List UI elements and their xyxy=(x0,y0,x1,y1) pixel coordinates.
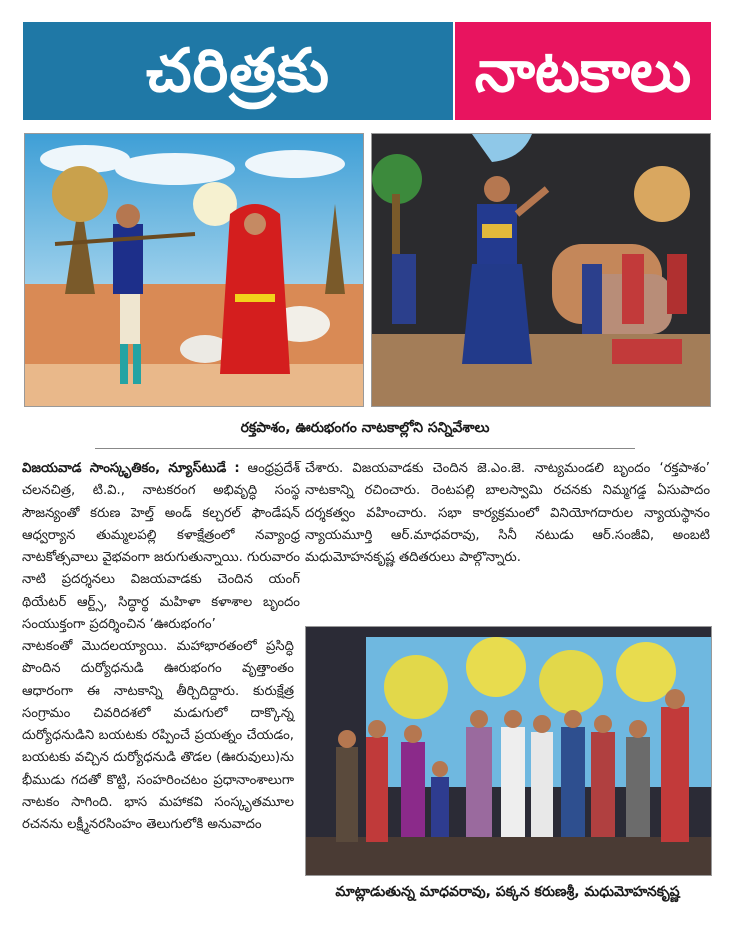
headline-part1: చరిత్రకు xyxy=(23,22,453,120)
article-col2-text: చేశారు. విజయవాడకు చెందిన జె.ఎం.జె. నాట్యమండలి బృందం ‘రక్తపాశం’ నాటకాన్ని రచించారు. రెంటపల్లి బాలస్వామి రచనకు నిమ్మగడ్డ ఏసుపాదం దర్శకత్వం వహించారు. సభా కార్యక్రమంలో వినియోగదారుల న్యాయస్థానం న్యాయమూర్తి ఆర్.మాధవరావు, సినీ నటుడు ఆర్.సంజీవి, అంబటి మధుమోహనకృష్ణ తదితరులు పాల్గొన్నారు. xyxy=(305,461,710,566)
article-dateline: విజయవాడ సాంస్కృతికం, న్యూస్‌టుడే : xyxy=(22,461,240,476)
headline-part2: నాటకాలు xyxy=(455,22,711,120)
photo-stage-scene-right xyxy=(371,133,711,407)
article-lead-text: ఆంధ్రప్రదేశ్ చలనచిత్ర, టి.వి., నాటకరంగ అభివృద్ధి సంస్థ సౌజన్యంతో కరుణ హెల్త్ అండ్ కల్చరల్ ఫౌండేషన్ ఆధ్వర్యాన తుమ్మలపల్లి కళాక్షేత్రంలో నవ్యాంధ్ర నాటకోత్సవాలు వైభవంగా జరుగుతున్నాయి. గురువారం నాటి ప్రదర్శనలు విజయవాడకు చెందిన యంగ్ థియేటర్ ఆర్ట్స్, సిద్ధార్థ మహిళా కళాశాల బృందం సంయుక్తంగా ప్రదర్శించిన ‘ఊరుభంగం’ xyxy=(22,461,301,633)
article-col2 xyxy=(305,458,710,569)
caption-bottom: మాట్లాడుతున్న మాధవరావు, పక్కన కరుణశ్రీ, మధుమోహనకృష్ణ xyxy=(335,884,680,900)
caption-top: రక్తపాశం, ఊరుభంగం నాటకాల్లోని సన్నివేశాలు xyxy=(240,420,490,436)
photo-stage-scene-left xyxy=(24,133,364,407)
divider xyxy=(95,448,635,449)
article-col1-narrow xyxy=(22,636,294,837)
photo-felicitation xyxy=(305,626,712,876)
article-col1-top xyxy=(22,458,300,636)
headline-banner xyxy=(23,22,711,120)
article-body-text: నాటకంతో మొదలయ్యాయి. మహాభారతంలో ప్రసిద్ధి పొందిన దుర్యోధనుడి ఊరుభంగం వృత్తాంతం ఆధారంగా ఈ నాటకాన్ని తీర్చిదిద్దారు. కురుక్షేత్ర సంగ్రామం చివరిదశలో మడుగులో దాక్కొన్న దుర్యోధనుడిని బయటకు రప్పించే ప్రయత్నం చేయడం, బయటకు వచ్చిన దుర్యోధనుడి తొడల (ఊరువులు)ను భీముడు గదతో కొట్టి, సంహరించటం ప్రధానాంశాలుగా నాటకం సాగింది. భాస మహాకవి సంస్కృతమూల రచనను లక్ష్మీనరసింహం తెలుగులోకి అనువాదం xyxy=(22,639,294,833)
